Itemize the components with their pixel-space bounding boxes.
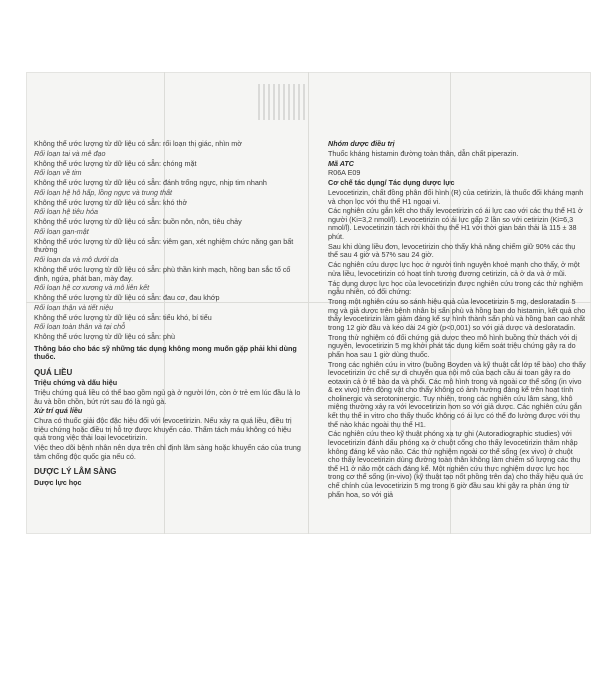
left-subheading: Rối loạn thận và tiết niệu — [34, 302, 114, 312]
left-paragraph: Không thể ước lượng từ dữ liệu có sẵn: chóng mặt — [34, 158, 197, 168]
left-subheading: Xử trí quá liều — [34, 406, 83, 416]
left-paragraph: Không thể ước lượng từ dữ liệu có sẵn: khó thở — [34, 197, 188, 207]
barcode-mark — [258, 84, 306, 120]
left-subheading: Rối loạn gan-mật — [34, 227, 89, 237]
right-subheading: Nhóm dược điều trị — [328, 139, 395, 148]
left-subsection-heading: Triệu chứng và dấu hiệu — [34, 378, 118, 388]
left-column — [34, 140, 302, 488]
right-subsection-heading: Cơ chế tác dụng/ Tác dụng dược lực — [328, 178, 455, 188]
left-section-heading: DƯỢC LÝ LÂM SÀNG — [34, 467, 117, 477]
left-subheading: Rối loạn hệ tiêu hóa — [34, 207, 98, 217]
fold-line — [308, 72, 309, 534]
left-paragraph: Không thể ước lượng từ dữ liệu có sẵn: viêm gan, xét nghiệm chức năng gan bất thường — [34, 236, 294, 255]
right-paragraph: Trong thử nghiệm có đối chứng giả dược theo mô hình buồng thử thách với dị nguyên, levocetirizin 5 mg khởi phát tác dụng kiểm soát triệu chứng gây ra do phấn hoa sau 1 giờ dùng thuốc. — [328, 332, 577, 359]
left-paragraph: Không thể ước lượng từ dữ liệu có sẵn: phù — [34, 332, 175, 342]
left-section-heading: QUÁ LIỀU — [34, 368, 73, 378]
left-paragraph: Chưa có thuốc giải độc đặc hiệu đối với levocetirizin. Nếu xảy ra quá liều, điều trị triệu chứng hoặc điều trị hỗ trợ được khuyến cáo. Thẩm tách máu không có hiệu quả trong việc thải loại levocetirizin. — [34, 416, 292, 443]
right-paragraph: Tác dụng dược lực học của levocetirizin được nghiên cứu trong các thử nghiệm ngẫu nhiên, có đối chứng: — [328, 278, 583, 297]
left-subsection-heading: Dược lực học — [34, 477, 82, 487]
left-paragraph: Không thể ước lượng từ dữ liệu có sẵn: phù thần kinh mạch, hồng ban sắc tố cố định, ngứa, phát ban, mày đay. — [34, 264, 291, 283]
right-paragraph: Sau khi dùng liều đơn, levocetirizin cho thấy khả năng chiếm giữ 90% các thụ thể sau 4 giờ và 57% sau 24 giờ. — [328, 241, 576, 260]
left-paragraph: Không thể ước lượng từ dữ liệu có sẵn: buồn nôn, nôn, tiêu chảy — [34, 217, 242, 227]
left-subheading: Rối loạn da và mô dưới da — [34, 255, 119, 265]
left-paragraph: Việc theo dõi bệnh nhân nên dựa trên chỉ định lâm sàng hoặc khuyến cáo của trung tâm chống độc quốc gia nếu có. — [34, 443, 301, 461]
right-paragraph: Các nghiên cứu dược lực học ở người tình nguyện khoẻ mạnh cho thấy, ở một nửa liều, levocetirizin có hoạt tính tương đương cetirizin, cả ở da và ở mũi. — [328, 260, 580, 278]
left-subheading: Rối loạn về tim — [34, 168, 82, 178]
right-paragraph: Các nghiên cứu gắn kết cho thấy levocetirizin có ái lực cao với các thụ thể H1 ở người (Ki=3,2 nmol/l). Levocetirizin có ái lực gấp 2 lần so với cetirizin (Ki=6,3 nmol/l). Levocetirizin tách rời khỏi thụ thể H1 với thời gian bán thải là 115 ± 38 phút. — [328, 206, 583, 242]
left-paragraph: Không thể ước lượng từ dữ liệu có sẵn: đánh trống ngực, nhịp tim nhanh — [34, 178, 267, 188]
right-paragraph: Thuốc kháng histamin đường toàn thân, dẫn chất piperazin. — [328, 148, 519, 158]
left-paragraph: Không thể ước lượng từ dữ liệu có sẵn: tiểu khó, bí tiểu — [34, 312, 212, 322]
right-paragraph: Trong một nghiên cứu so sánh hiệu quả của levocetirizin 5 mg, desloratadin 5 mg và giả dược trên bệnh nhân bị sẩn phù và hồng ban do histamin, kết quả cho thấy levocetirizin làm giảm đáng kể sự hình thành sẩn phù và hồng ban cao nhất trong 12 giờ đầu và kéo dài 24 giờ (p<0,001) so với giả dược và desloratadin. — [328, 296, 586, 332]
right-paragraph: Các nghiên cứu theo kỹ thuật phóng xạ tự ghi (Autoradiographic studies) với levocetirizin đánh dấu phóng xạ ở chuột cống cho thấy levocetirizin thâm nhập không đáng kể vào não. Các thử nghiệm ngoài cơ thể sống (ex vivo) ở chuột cho thấy levocetirizin dùng đường toàn thân không làm chiếm số lượng các thụ thể H1 ở não một cách đáng kể. Một nghiên cứu thực nghiệm dược lực học trong cơ thể sống (in-vivo) (kỹ thuật tạo nốt phồng trên da) cho thấy hiệu quả ức chế chính của levocetirizin 5 mg trong 6 giờ đầu sau khi gây ra phản ứng từ phấn hoa, so với giả — [328, 429, 584, 499]
left-subheading: Rối loạn hệ hô hấp, lồng ngực và trung thất — [34, 187, 173, 197]
right-subheading: Mã ATC — [328, 158, 354, 168]
left-paragraph: Không thể ước lượng từ dữ liệu có sẵn: rối loạn thị giác, nhìn mờ — [34, 139, 242, 148]
left-paragraph: Triệu chứng quá liều có thể bao gồm ngủ gà ở người lớn, còn ở trẻ em lúc đầu là lo âu và bồn chồn, bứt rứt sau đó là ngủ gà. — [34, 388, 301, 406]
left-notice-text: Thông báo cho bác sỹ những tác dụng không mong muốn gặp phải khi dùng thuốc. — [34, 343, 297, 362]
right-paragraph: Trong các nghiên cứu in vitro (buồng Boyden và kỹ thuật cắt lớp tế bào) cho thấy levocetirizin ức chế sự di chuyển qua nội mô của bạch cầu ái toan gây ra do eotaxin cả ở tế bào da và phổi. Các mô hình trong và ngoài cơ thể sống (in vivo & ex vivo) trên động vật cho thấy không có ảnh hưởng đáng kể trên hoạt tính cholinergic và serotoninergic. Tuy nhiên, trong các nghiên cứu lâm sàng, khô miệng thường xảy ra với levocetirizin hơn so với giả dược. Các nghiên cứu gắn kết thụ thể in vitro cho thấy thuốc không có ái lực có thể đo lường được với thụ thể nào khác ngoài thụ thể H1. — [328, 359, 586, 429]
right-column — [328, 140, 586, 500]
leaflet-sheet — [26, 72, 591, 534]
left-subheading: Rối loạn tai và mê đạo — [34, 148, 106, 158]
right-paragraph: Levocetirizin, chất đồng phân đối hình (R) của cetirizin, là thuốc đối kháng mạnh và chọn lọc với thụ thể H1 ngoại vi. — [328, 187, 584, 206]
left-subheading: Rối loạn hệ cơ xương và mô liên kết — [34, 283, 150, 293]
left-paragraph: Không thể ước lượng từ dữ liệu có sẵn: đau cơ, đau khớp — [34, 293, 220, 303]
left-subheading: Rối loạn toàn thân và tại chỗ — [34, 322, 126, 332]
right-paragraph: R06A E09 — [328, 168, 361, 178]
